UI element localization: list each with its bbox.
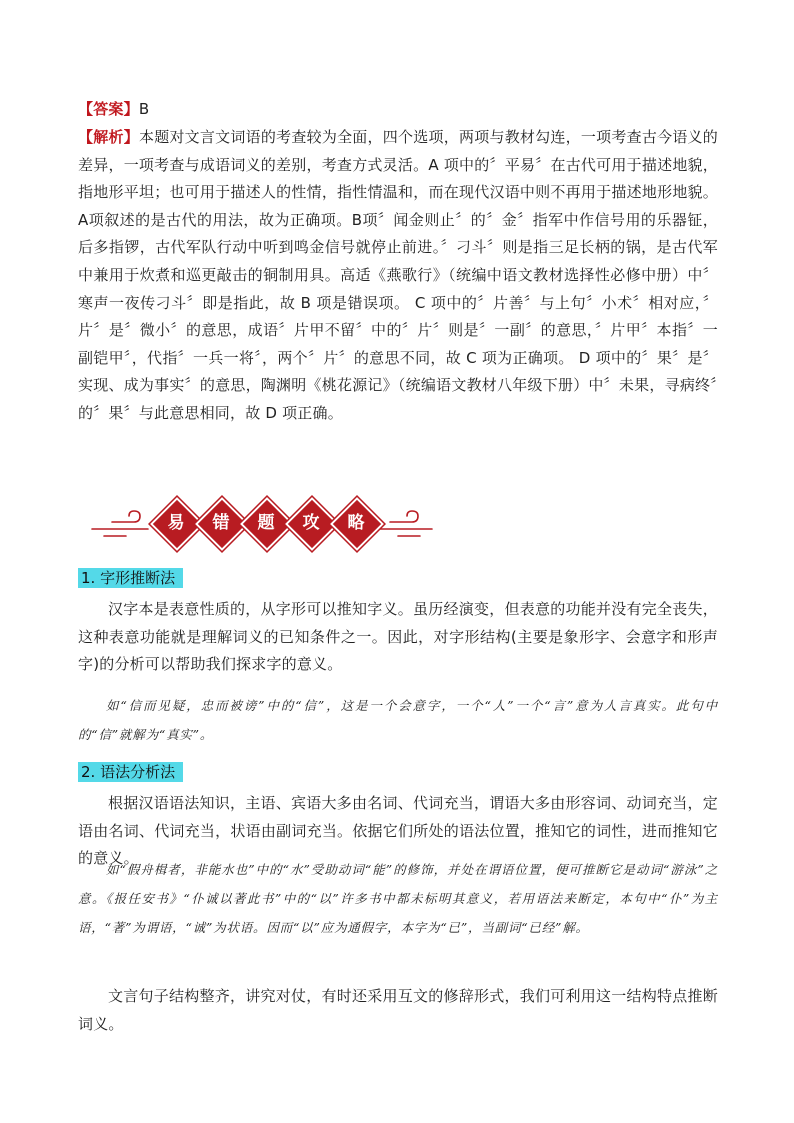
section1-body: 汉字本是表意性质的，从字形可以推知字义。虽历经演变，但表意的功能并没有完全丧失，这种表意功能就是理解词义的已知条件之一。因此，对字形结构(主要是象形字、会意字和形声字)的分析可以帮助我们探求字的意义。 [78, 600, 718, 674]
answer-value: B [138, 100, 150, 118]
section-heading-glyph-inference: 1. 字形推断法 [78, 568, 183, 588]
banner-diamond [336, 503, 376, 543]
banner-diamond [246, 503, 286, 543]
section2-example: 如“假舟楫者，非能水也”中的“水”受助动词“能”的修饰，并处在谓语位置，便可推断它是动词“游泳”之意。《报任安书》“仆诚以著此书”中的“以”许多书中都未标明其意义，若用语法来断定，本句中“仆”为主语，“著”为谓语，“诚”为状语。因而“以”应为通假字，本字为“已”，当副词“已经”解。 [78, 862, 718, 935]
error-guide-banner [90, 498, 434, 548]
banner-diamond [156, 503, 196, 543]
analysis-paragraph [78, 124, 718, 428]
banner-char: 易 [167, 513, 185, 533]
analysis-tag: 【解析】 [78, 128, 139, 146]
banner-diamond [201, 503, 241, 543]
section2-closing: 文言句子结构整齐，讲究对仗，有时还采用互文的修辞形式，我们可利用这一结构特点推断词义。 [78, 987, 718, 1033]
banner-diamond [291, 503, 331, 543]
banner-char: 略 [347, 513, 365, 533]
banner-char: 错 [212, 513, 230, 533]
banner-char: 题 [257, 513, 275, 533]
section1-example: 如“信而见疑，忠而被谤”中的“信”，这是一个会意字，一个“人”一个“言”意为人言真实。此句中的“信”就解为“真实”。 [78, 698, 718, 742]
analysis-text: 本题对文言文词语的考查较为全面，四个选项，两项与教材勾连，一项考查古今语义的差异，一项考查与成语词义的差别，考查方式灵活。A 项中的〞平易〞在古代可用于描述地貌，指地形平坦；也可用于描述人的性情，指性情温和，而在现代汉语中则不再用于描述地形地貌。A项叙述的是古代的用法，故为正确项。B项〞闻金则止〞的〞金〞指军中作信号用的乐器钲，后多指锣，古代军队行动中听到鸣金信号就停止前进。〞刁斗〞则是指三足长柄的锅，是古代军中兼用于炊煮和巡更敲击的铜制用具。高适《燕歌行》（统编中语文教材选择性必修中册）中〞寒声一夜传刁斗〞即是指此，故 B 项是错误项。 C 项中的〞片善〞与上句〞小术〞相对应，〞片〞是〞微小〞的意思，成语〞片甲不留〞中的〞片〞则是〞一副〞的意思，〞片甲〞本指〞一副铠甲〞，代指〞一兵一将〞，两个〞片〞的意思不同，故 C 项为正确项。 D 项中的〞果〞是〞实现、成为事实〞的意思，陶渊明《桃花源记》（统编语文教材八年级下册）中〞未果，寻病终〞的〞果〞与此意思相同，故 D 项正确。 [78, 128, 718, 422]
answer-line [78, 96, 718, 124]
banner-char: 攻 [302, 513, 320, 533]
section-heading-grammar-analysis: 2. 语法分析法 [78, 762, 183, 782]
section2-body: 根据汉语语法知识，主语、宾语大多由名词、代词充当，谓语大多由形容词、动词充当，定语由名词、代词充当，状语由副词充当。依据它们所处的语法位置，推知它的词性，进而推知它的意义。 [78, 794, 718, 868]
answer-tag: 【答案】 [78, 100, 139, 118]
